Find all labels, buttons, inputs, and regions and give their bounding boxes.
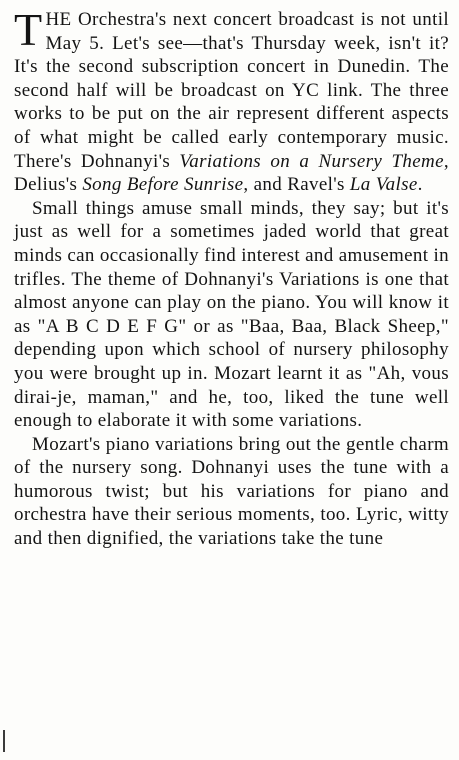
drop-cap: T bbox=[14, 4, 43, 55]
article-column bbox=[14, 4, 449, 551]
paragraph-2-text: Small things amuse small minds, they say; but it's just as well for a sometimes jaded world that great minds can occasionally find interest and amusement in trifles. The theme of Dohnanyi's Variations is one that almost anyone can play on the piano. You will know it as "A B C D E F G" or as "Baa, Baa, Black Sheep," depending upon which school of nursery philosophy you were brought up in. Mozart learnt it as "Ah, vous dirai-je, maman," and he, too, liked the tune well enough to elaborate it with some variations. bbox=[14, 197, 449, 432]
work-title-la-valse: La Valse bbox=[349, 174, 418, 196]
paragraph-2 bbox=[14, 197, 449, 433]
paragraph-1-text: , and Ravel's bbox=[243, 174, 350, 196]
paragraph-1-text: HE Orchestra's next concert broadcast is not until May 5. Let's see—that's Thursday week, isn't it? It's the second subscription concert in Dunedin. The second half will be broadcast on YC link. The three works to be put on the air represent different aspects of what might be called early contemporary music. There's Dohnanyi's bbox=[14, 9, 449, 172]
work-title-variations: Variations on a Nursery Theme bbox=[179, 150, 444, 172]
paragraph-1-text: , Delius's bbox=[14, 150, 449, 196]
paragraph-3 bbox=[14, 433, 449, 551]
paragraph-1 bbox=[14, 4, 449, 197]
scan-edge-mark bbox=[3, 730, 5, 752]
work-title-song-before-sunrise: Song Before Sunrise bbox=[82, 174, 244, 196]
paragraph-3-text: Mozart's piano variations bring out the gentle charm of the nursery song. Dohnanyi uses the tune with a humorous twist; but his variations for piano and orchestra have their serious moments, too. Lyric, witty and then dignified, the variations take the tune bbox=[14, 433, 449, 550]
paragraph-1-text: . bbox=[417, 174, 423, 196]
